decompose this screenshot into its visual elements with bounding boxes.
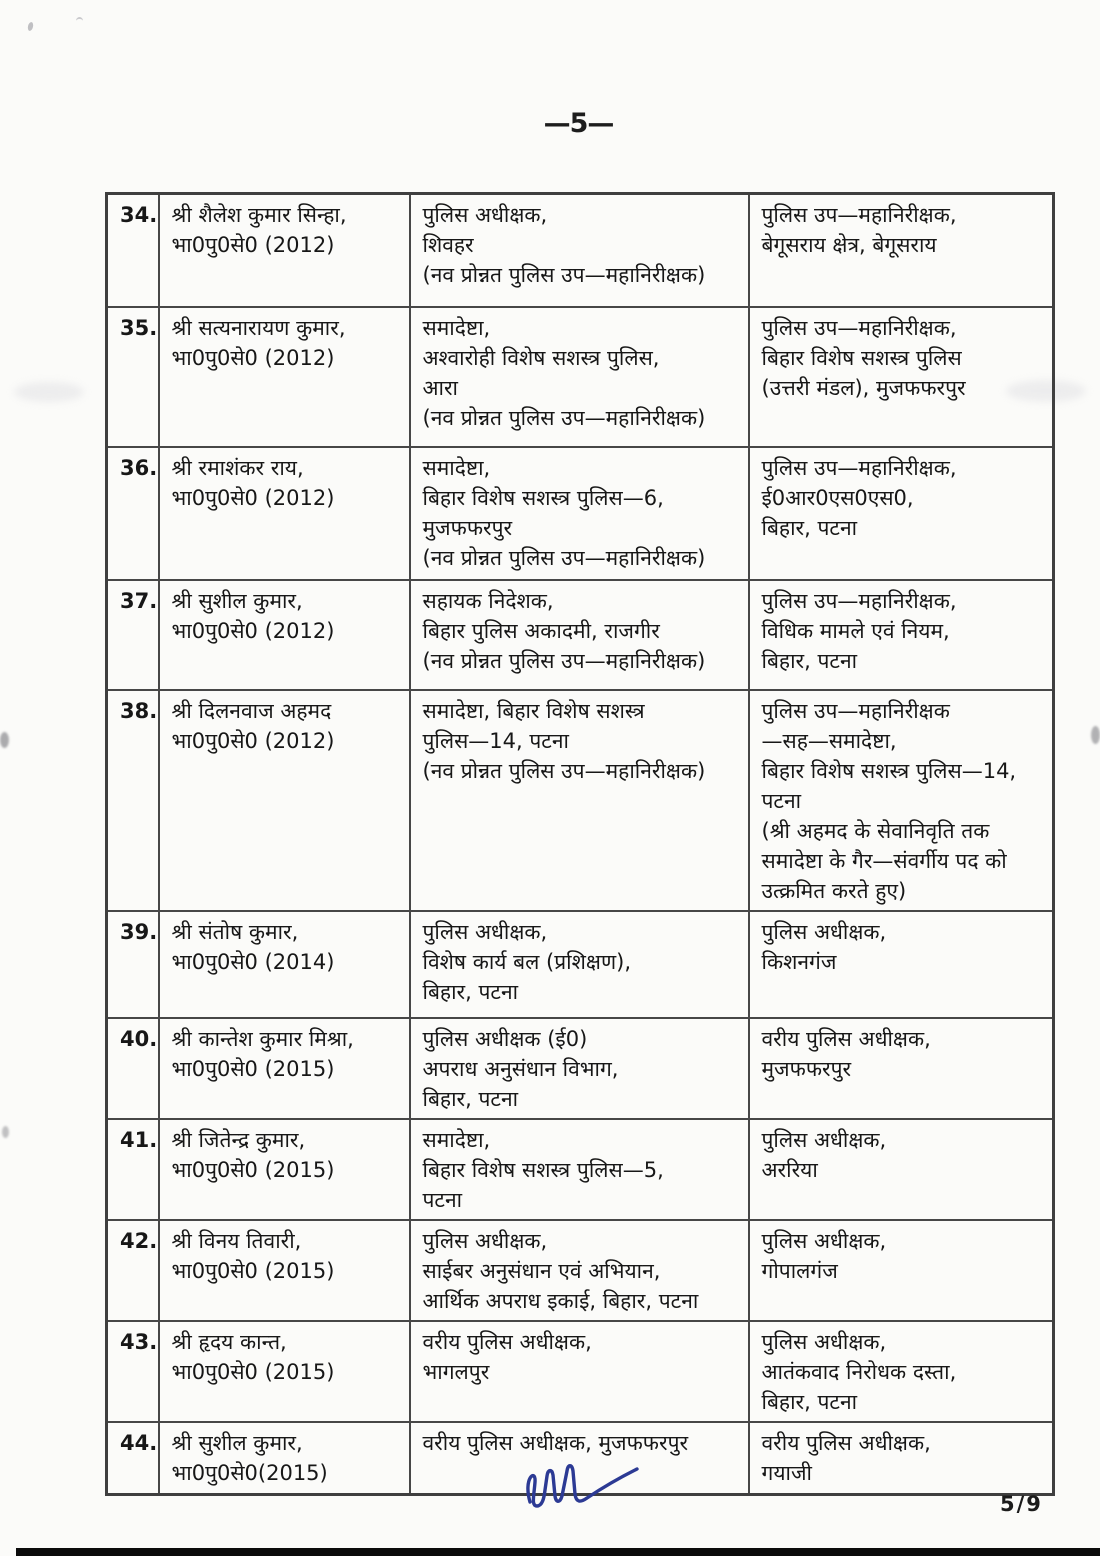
cell-line: अपराध अनुसंधान विभाग, — [422, 1056, 619, 1081]
serial-number: 41. — [120, 1127, 158, 1152]
serial-cell — [107, 1119, 159, 1220]
current-post-cell — [410, 911, 749, 1018]
cell-line: किशनगंज — [761, 949, 837, 974]
name-cell — [159, 194, 410, 307]
cell-line: बिहार, पटना — [761, 515, 858, 540]
current-post-cell — [410, 307, 749, 447]
cell-line: (श्री अहमद के सेवानिवृति तक — [761, 818, 990, 843]
serial-cell — [107, 1321, 159, 1422]
cell-line: भा0पु0से0 (2014) — [171, 949, 335, 974]
serial-number: 44. — [120, 1430, 158, 1455]
cell-line: भा0पु0से0 (2015) — [171, 1157, 335, 1182]
current-post-cell — [410, 1119, 749, 1220]
cell-line: भा0पु0से0 (2012) — [171, 345, 335, 370]
name-cell — [159, 1321, 410, 1422]
serial-number: 40. — [120, 1026, 158, 1051]
cell-line: भा0पु0से0(2015) — [171, 1460, 328, 1485]
cell-line: पटना — [761, 788, 802, 813]
cell-line: गोपालगंज — [761, 1258, 838, 1283]
scan-artifact — [0, 732, 9, 748]
cell-line: भा0पु0से0 (2015) — [171, 1258, 335, 1283]
cell-line: भा0पु0से0 (2012) — [171, 618, 335, 643]
current-post-cell — [410, 1220, 749, 1321]
current-post-cell — [410, 690, 749, 911]
cell-line: आतंकवाद निरोधक दस्ता, — [761, 1359, 957, 1384]
new-post-cell — [749, 911, 1054, 1018]
cell-line: श्री कान्तेश कुमार मिश्रा, — [171, 1026, 354, 1051]
cell-line: श्री हृदय कान्त, — [171, 1329, 287, 1354]
cell-line: बिहार, पटना — [422, 979, 519, 1004]
new-post-cell — [749, 1422, 1054, 1495]
table-row — [107, 1018, 1054, 1119]
cell-line: पुलिस अधीक्षक, — [761, 1228, 887, 1253]
cell-line: भा0पु0से0 (2015) — [171, 1359, 335, 1384]
serial-number: 38. — [120, 698, 158, 723]
cell-line: (उत्तरी मंडल), मुजफफरपुर — [761, 375, 966, 400]
cell-line: उत्क्रमित करते हुए) — [761, 878, 907, 903]
current-post-cell — [410, 1321, 749, 1422]
cell-line: भा0पु0से0 (2015) — [171, 1056, 335, 1081]
bottom-scan-bar — [16, 1548, 1100, 1556]
cell-line: समादेष्टा के गैर—संवर्गीय पद को — [761, 848, 1007, 873]
cell-line: वरीय पुलिस अधीक्षक, — [761, 1026, 931, 1051]
table-row — [107, 1119, 1054, 1220]
name-cell — [159, 447, 410, 580]
cell-line: वरीय पुलिस अधीक्षक, मुजफफरपुर — [422, 1430, 689, 1455]
cell-line: विधिक मामले एवं नियम, — [761, 618, 950, 643]
table-row — [107, 194, 1054, 307]
new-post-cell — [749, 1119, 1054, 1220]
table-row — [107, 911, 1054, 1018]
cell-line: श्री जितेन्द्र कुमार, — [171, 1127, 306, 1152]
signature-stroke — [528, 1466, 637, 1506]
cell-line: बिहार पुलिस अकादमी, राजगीर — [422, 618, 660, 643]
cell-line: समादेष्टा, — [422, 315, 491, 340]
name-cell — [159, 911, 410, 1018]
new-post-cell — [749, 307, 1054, 447]
serial-number: 34. — [120, 203, 158, 227]
new-post-cell — [749, 1321, 1054, 1422]
table-row — [107, 690, 1054, 911]
name-cell — [159, 1422, 410, 1495]
cell-line: बिहार विशेष सशस्त्र पुलिस—14, — [761, 758, 1017, 783]
new-post-cell — [749, 1220, 1054, 1321]
cell-line: अश्वारोही विशेष सशस्त्र पुलिस, — [422, 345, 660, 370]
scan-artifact — [2, 1126, 9, 1138]
cell-line: श्री रमाशंकर राय, — [171, 455, 304, 480]
cell-line: गयाजी — [761, 1460, 812, 1485]
cell-line: पुलिस अधीक्षक (ई0) — [422, 1026, 588, 1051]
cell-line: अररिया — [761, 1157, 818, 1182]
serial-number: 39. — [120, 919, 158, 944]
page-indicator: 5/9 — [1000, 1492, 1043, 1516]
name-cell — [159, 307, 410, 447]
name-cell — [159, 1018, 410, 1119]
current-post-cell — [410, 580, 749, 690]
name-cell — [159, 580, 410, 690]
cell-line: सहायक निदेशक, — [422, 588, 554, 613]
serial-cell — [107, 194, 159, 307]
cell-line: श्री दिलनवाज अहमद — [171, 698, 332, 723]
new-post-cell — [749, 1018, 1054, 1119]
cell-line: बिहार, पटना — [761, 1389, 858, 1414]
cell-line: पुलिस अधीक्षक, — [422, 1228, 548, 1253]
serial-cell — [107, 1422, 159, 1495]
cell-line: (नव प्रोन्नत पुलिस उप—महानिरीक्षक) — [422, 263, 706, 287]
cell-line: (नव प्रोन्नत पुलिस उप—महानिरीक्षक) — [422, 545, 706, 570]
table-body — [107, 194, 1054, 1495]
cell-line: (नव प्रोन्नत पुलिस उप—महानिरीक्षक) — [422, 648, 706, 673]
cell-line: भा0पु0से0 (2012) — [171, 233, 335, 257]
cell-line: विशेष कार्य बल (प्रशिक्षण), — [422, 949, 632, 974]
current-post-cell — [410, 447, 749, 580]
scan-artifact — [14, 382, 84, 402]
cell-line: आर्थिक अपराध इकाई, बिहार, पटना — [422, 1288, 699, 1313]
cell-line: श्री संतोष कुमार, — [171, 919, 299, 944]
cell-line: भा0पु0से0 (2012) — [171, 728, 335, 753]
cell-line: पुलिस उप—महानिरीक्षक, — [761, 315, 957, 340]
cell-line: पुलिस उप—महानिरीक्षक, — [761, 588, 957, 613]
serial-number: 42. — [120, 1228, 158, 1253]
cell-line: (नव प्रोन्नत पुलिस उप—महानिरीक्षक) — [422, 405, 706, 430]
cell-line: शिवहर — [422, 233, 474, 257]
transfer-posting-table — [105, 192, 1055, 1496]
cell-line: श्री सुशील कुमार, — [171, 588, 303, 613]
scan-artifact — [76, 17, 83, 25]
table-row — [107, 447, 1054, 580]
table-row — [107, 1220, 1054, 1321]
scan-artifact — [1091, 726, 1100, 744]
cell-line: वरीय पुलिस अधीक्षक, — [761, 1430, 931, 1455]
name-cell — [159, 1119, 410, 1220]
cell-line: वरीय पुलिस अधीक्षक, — [422, 1329, 592, 1354]
cell-line: बिहार विशेष सशस्त्र पुलिस — [761, 345, 962, 370]
new-post-cell — [749, 690, 1054, 911]
new-post-cell — [749, 580, 1054, 690]
cell-line: ई0आर0एस0एस0, — [761, 485, 914, 510]
cell-line: पुलिस उप—महानिरीक्षक, — [761, 203, 957, 227]
new-post-cell — [749, 194, 1054, 307]
cell-line: (नव प्रोन्नत पुलिस उप—महानिरीक्षक) — [422, 758, 706, 783]
serial-number: 35. — [120, 315, 158, 340]
handwritten-signature — [518, 1458, 644, 1542]
scan-artifact — [27, 22, 34, 32]
cell-line: आरा — [422, 375, 458, 400]
serial-cell — [107, 447, 159, 580]
cell-line: बेगूसराय क्षेत्र, बेगूसराय — [761, 233, 937, 257]
cell-line: पुलिस उप—महानिरीक्षक, — [761, 455, 957, 480]
cell-line: पुलिस अधीक्षक, — [422, 919, 548, 944]
cell-line: —सह—समादेष्टा, — [761, 728, 897, 753]
cell-line: पुलिस अधीक्षक, — [422, 203, 548, 227]
cell-line: पुलिस उप—महानिरीक्षक — [761, 698, 950, 723]
cell-line: बिहार, पटना — [422, 1086, 519, 1111]
serial-cell — [107, 1018, 159, 1119]
table-row — [107, 307, 1054, 447]
cell-line: पुलिस अधीक्षक, — [761, 1127, 887, 1152]
cell-line: श्री शैलेश कुमार सिन्हा, — [171, 203, 347, 227]
serial-cell — [107, 580, 159, 690]
cell-line: पुलिस—14, पटना — [422, 728, 569, 753]
cell-line: पुलिस अधीक्षक, — [761, 919, 887, 944]
cell-line: श्री सुशील कुमार, — [171, 1430, 303, 1455]
cell-line: बिहार विशेष सशस्त्र पुलिस—5, — [422, 1157, 664, 1182]
cell-line: समादेष्टा, बिहार विशेष सशस्त्र — [422, 698, 645, 723]
table-row — [107, 580, 1054, 690]
cell-line: समादेष्टा, — [422, 455, 491, 480]
serial-cell — [107, 1220, 159, 1321]
cell-line: समादेष्टा, — [422, 1127, 491, 1152]
serial-number: 36. — [120, 455, 158, 480]
page-number-header: —5— — [543, 108, 614, 139]
cell-line: पुलिस अधीक्षक, — [761, 1329, 887, 1354]
new-post-cell — [749, 447, 1054, 580]
serial-cell — [107, 690, 159, 911]
cell-line: बिहार विशेष सशस्त्र पुलिस—6, — [422, 485, 664, 510]
table-row — [107, 1321, 1054, 1422]
cell-line: साईबर अनुसंधान एवं अभियान, — [422, 1258, 661, 1283]
cell-line: पटना — [422, 1187, 463, 1212]
cell-line: भा0पु0से0 (2012) — [171, 485, 335, 510]
cell-line: श्री विनय तिवारी, — [171, 1228, 302, 1253]
serial-cell — [107, 307, 159, 447]
cell-line: श्री सत्यनारायण कुमार, — [171, 315, 346, 340]
serial-cell — [107, 911, 159, 1018]
cell-line: मुजफफरपुर — [422, 515, 513, 540]
cell-line: मुजफफरपुर — [761, 1056, 852, 1081]
current-post-cell — [410, 194, 749, 307]
serial-number: 43. — [120, 1329, 158, 1354]
name-cell — [159, 690, 410, 911]
serial-number: 37. — [120, 588, 158, 613]
name-cell — [159, 1220, 410, 1321]
cell-line: बिहार, पटना — [761, 648, 858, 673]
current-post-cell — [410, 1018, 749, 1119]
cell-line: भागलपुर — [422, 1359, 490, 1384]
